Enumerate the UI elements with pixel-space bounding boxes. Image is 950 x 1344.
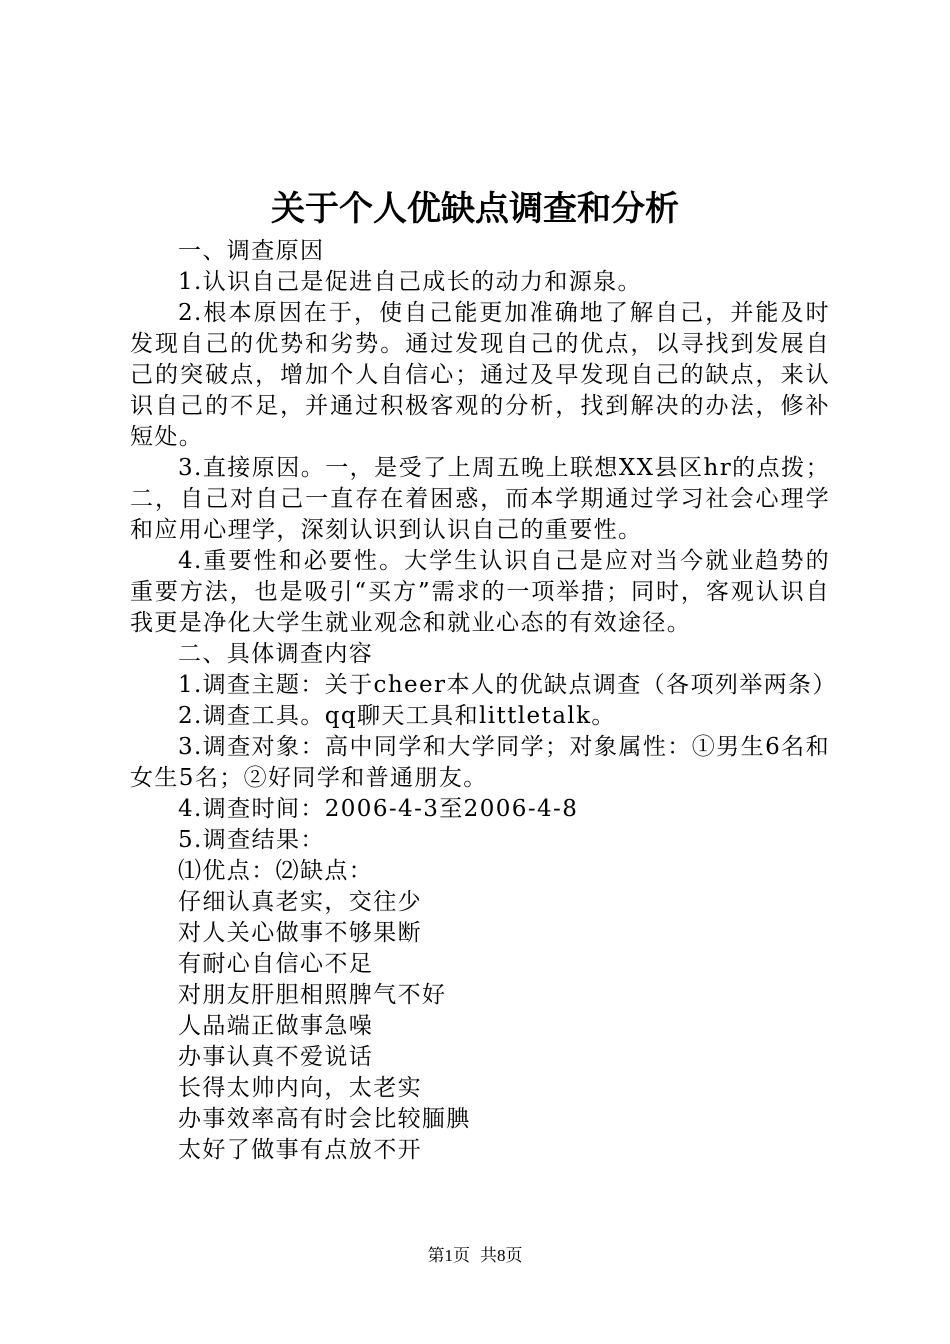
paragraph-survey-tools: 2.调查工具。qq聊天工具和littletalk。 (178, 703, 616, 729)
result-line: 仔细认真老实，交往少 (178, 889, 422, 915)
paragraph-survey-subjects: 3.调查对象：高中同学和大学同学；对象属性：①男生6名和女生5名；②好同学和普通朋友。 (130, 734, 830, 791)
result-line: 有耐心自信心不足 (178, 951, 374, 977)
page-total: 共8页 (480, 1246, 523, 1265)
result-line: 办事效率高有时会比较腼腆 (178, 1106, 471, 1132)
section-heading-content: 二、具体调查内容 (178, 641, 374, 667)
result-line: 办事认真不爱说话 (178, 1044, 374, 1070)
result-line: 对人关心做事不够果断 (178, 920, 422, 946)
result-line: 人品端正做事急噪 (178, 1013, 374, 1039)
section-heading-reasons: 一、调查原因 (178, 238, 325, 264)
paragraph-reason-2: 2.根本原因在于，使自己能更加准确地了解自己，并能及时发现自己的优势和劣势。通过发现自己的优点，以寻找到发展自己的突破点，增加个人自信心；通过及早发现自己的缺点，来认识自己的不足，并通过积极客观的分析，找到解决的办法，修补短处。 (130, 300, 830, 450)
page-number: 第1页 (427, 1246, 470, 1265)
document-title: 关于个人优缺点调查和分析 (271, 189, 679, 229)
document-body (130, 236, 837, 1166)
page-footer (0, 1244, 950, 1268)
paragraph-reason-1: 1.认识自己是促进自己成长的动力和源泉。 (178, 269, 642, 295)
paragraph-survey-time: 4.调查时间：2006-4-3至2006-4-8 (178, 796, 579, 822)
result-line: 长得太帅内向，太老实 (178, 1075, 422, 1101)
results-header: ⑴优点：⑵缺点： (178, 858, 374, 884)
paragraph-survey-topic: 1.调查主题：关于cheer本人的优缺点调查（各项列举两条） (178, 672, 837, 698)
paragraph-survey-results: 5.调查结果： (178, 827, 325, 853)
result-line: 对朋友肝胆相照脾气不好 (178, 982, 447, 1008)
paragraph-reason-4: 4.重要性和必要性。大学生认识自己是应对当今就业趋势的重要方法，也是吸引“买方”需求的一项举措；同时，客观认识自我更是净化大学生就业观念和就业心态的有效途径。 (130, 548, 830, 636)
paragraph-reason-3: 3.直接原因。一，是受了上周五晚上联想XX县区hr的点拨；二，自己对自己一直存在着困惑，而本学期通过学习社会心理学和应用心理学，深刻认识到认识自己的重要性。 (130, 455, 830, 543)
result-line: 太好了做事有点放不开 (178, 1137, 422, 1163)
